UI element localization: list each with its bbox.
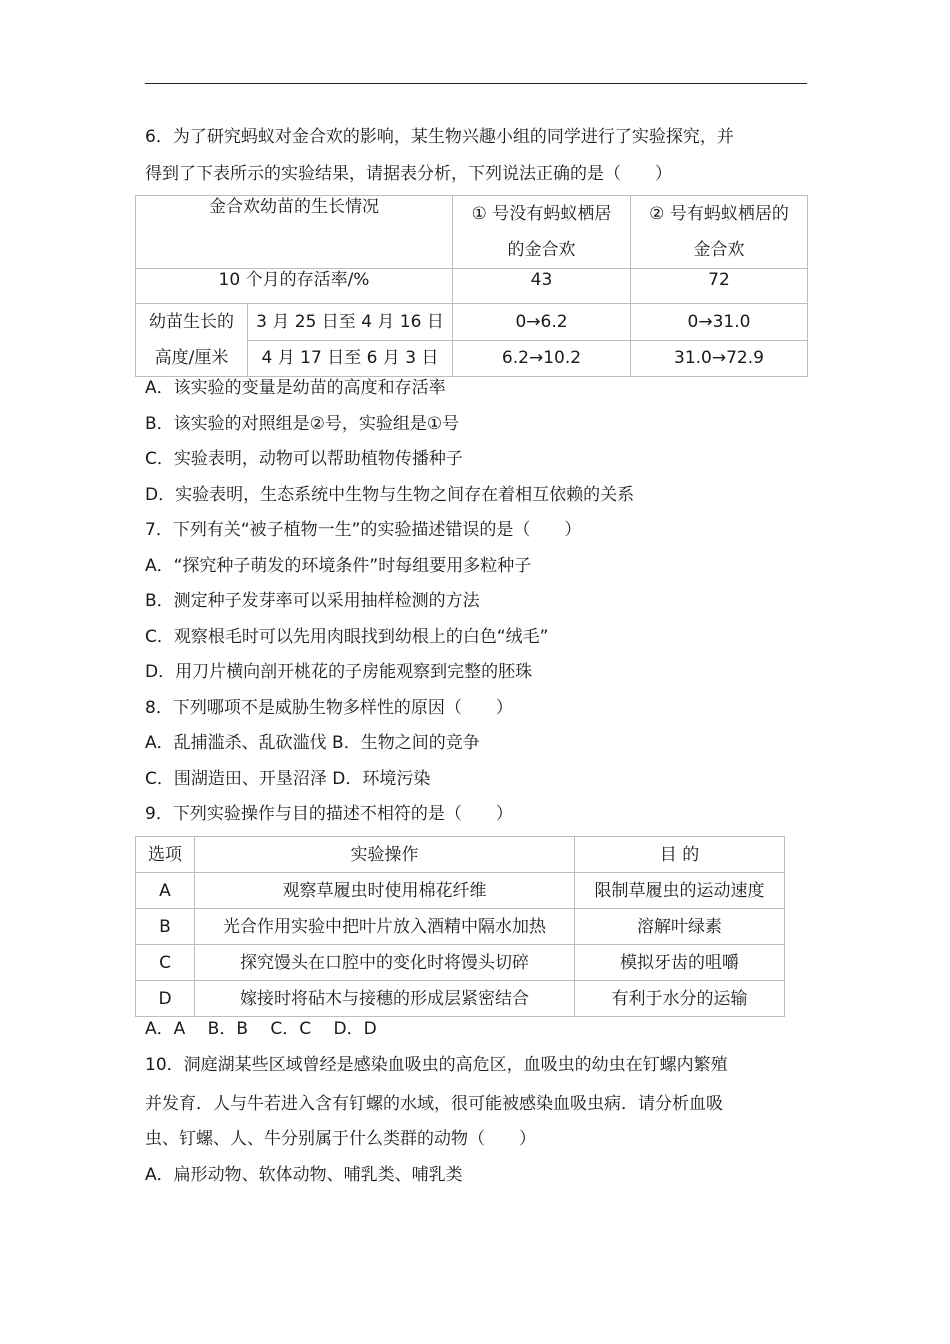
q9-row-operation: 观察草履虫时使用棉花纤维	[195, 873, 575, 909]
q10-stem-line3: 虫、钉螺、人、牛分别属于什么类群的动物（ ）	[145, 1129, 536, 1149]
q6-height-label: 幼苗生长的 高度/厘米	[136, 304, 248, 377]
q9-header-option: 选项	[136, 837, 195, 873]
table-row	[136, 909, 785, 945]
q6-period2: 4 月 17 日至 6 月 3 日	[248, 340, 453, 377]
q6-period2-v1: 6.2→10.2	[453, 340, 631, 377]
q7-stem: 7．下列有关“被子植物一生”的实验描述错误的是（ ）	[145, 520, 582, 540]
q9-stem: 9．下列实验操作与目的描述不相符的是（ ）	[145, 804, 513, 824]
q6-survival-v2: 72	[631, 269, 808, 304]
q6-survival-label: 10 个月的存活率/%	[136, 269, 453, 304]
q6-period2-v2: 31.0→72.9	[631, 340, 808, 377]
q8-options-cd: C．围湖造田、开垦沼泽 D．环境污染	[145, 769, 431, 789]
q9-operations-table	[135, 836, 785, 1017]
q6-stem-line2: 得到了下表所示的实验结果，请据表分析，下列说法正确的是（ ）	[145, 164, 672, 184]
q6-col1-header: ① 号没有蚂蚁栖居 的金合欢	[453, 196, 631, 269]
table-row	[136, 873, 785, 909]
q6-option-c: C．实验表明，动物可以帮助植物传播种子	[145, 449, 463, 469]
q6-col2-header: ② 号有蚂蚁栖居的 金合欢	[631, 196, 808, 269]
q10-stem-line1: 10．洞庭湖某些区域曾经是感染血吸虫的高危区，血吸虫的幼虫在钉螺内繁殖	[145, 1055, 728, 1075]
q6-option-d: D．实验表明，生态系统中生物与生物之间存在着相互依赖的关系	[145, 485, 635, 505]
q6-period1-v2: 0→31.0	[631, 304, 808, 341]
q7-option-d: D．用刀片横向剖开桃花的子房能观察到完整的胚珠	[145, 662, 533, 682]
q7-option-a: A．“探究种子萌发的环境条件”时每组要用多粒种子	[145, 556, 532, 576]
q6-header-label: 金合欢幼苗的生长情况	[136, 196, 453, 269]
table-row	[136, 945, 785, 981]
q9-row-operation: 嫁接时将砧木与接穗的形成层紧密结合	[195, 981, 575, 1017]
q6-period1: 3 月 25 日至 4 月 16 日	[248, 304, 453, 341]
q9-header-purpose: 目 的	[575, 837, 785, 873]
q9-header-operation: 实验操作	[195, 837, 575, 873]
q9-row-operation: 探究馒头在口腔中的变化时将馒头切碎	[195, 945, 575, 981]
q6-period1-v1: 0→6.2	[453, 304, 631, 341]
q9-row-purpose: 有利于水分的运输	[575, 981, 785, 1017]
table-row	[136, 981, 785, 1017]
q9-row-operation: 光合作用实验中把叶片放入酒精中隔水加热	[195, 909, 575, 945]
q9-row-option: C	[136, 945, 195, 981]
q10-option-a: A．扁形动物、软体动物、哺乳类、哺乳类	[145, 1165, 463, 1185]
q6-survival-v1: 43	[453, 269, 631, 304]
q9-row-purpose: 限制草履虫的运动速度	[575, 873, 785, 909]
q6-results-table	[135, 195, 808, 377]
q9-options: A．A B．B C．C D．D	[145, 1019, 377, 1039]
header-rule	[145, 83, 807, 84]
q6-option-b: B．该实验的对照组是②号，实验组是①号	[145, 414, 460, 434]
q9-row-option: A	[136, 873, 195, 909]
q8-stem: 8．下列哪项不是威胁生物多样性的原因（ ）	[145, 698, 513, 718]
q6-stem-line1: 6．为了研究蚂蚁对金合欢的影响，某生物兴趣小组的同学进行了实验探究，并	[145, 127, 734, 147]
q9-row-option: D	[136, 981, 195, 1017]
q9-row-purpose: 溶解叶绿素	[575, 909, 785, 945]
q6-option-a: A．该实验的变量是幼苗的高度和存活率	[145, 378, 446, 398]
q9-row-option: B	[136, 909, 195, 945]
q10-stem-line2: 并发育．人与牛若进入含有钉螺的水域，很可能被感染血吸虫病．请分析血吸	[145, 1094, 723, 1114]
q7-option-c: C．观察根毛时可以先用肉眼找到幼根上的白色“绒毛”	[145, 627, 549, 647]
q9-row-purpose: 模拟牙齿的咀嚼	[575, 945, 785, 981]
q8-options-ab: A．乱捕滥杀、乱砍滥伐 B．生物之间的竞争	[145, 733, 480, 753]
q7-option-b: B．测定种子发芽率可以采用抽样检测的方法	[145, 591, 480, 611]
